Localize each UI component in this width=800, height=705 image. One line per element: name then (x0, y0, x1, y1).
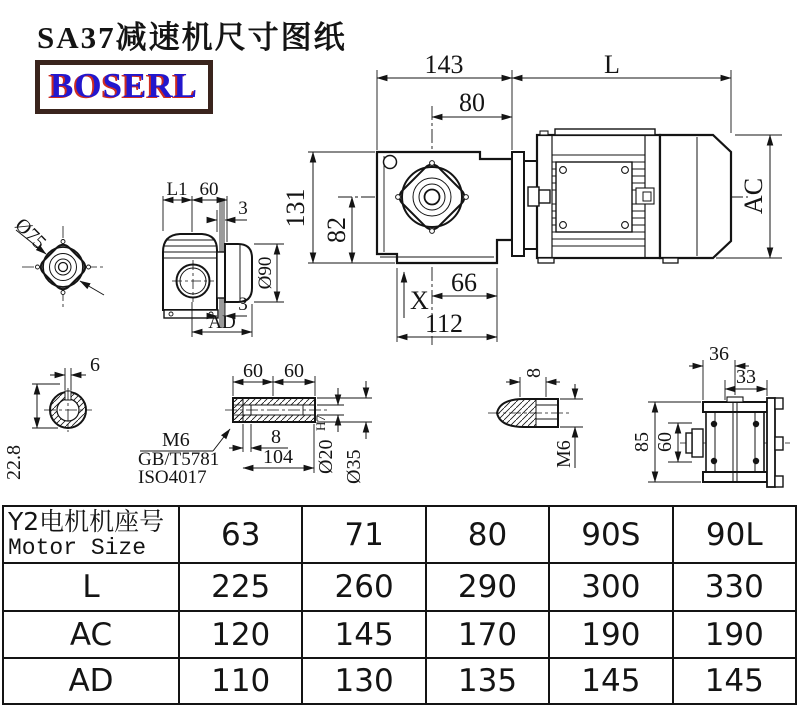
motor-plate (556, 162, 632, 232)
table-cell: 300 (549, 563, 672, 611)
dim-dia90: Ø90 (255, 256, 276, 290)
main-view (308, 70, 782, 345)
table-cell: 225 (179, 563, 302, 611)
dim-AC: AC (739, 177, 768, 215)
row-label: AC (3, 611, 179, 658)
dim-3-bottom: 3 (238, 294, 248, 315)
header-motor-size-cn: Y2电机机座号 (8, 507, 165, 537)
page-title: SA37减速机尺寸图纸 (37, 20, 347, 55)
table-cell: 145 (549, 658, 672, 704)
dim-L: L (604, 50, 620, 79)
table-cell: 190 (673, 611, 796, 658)
header-motor-size (3, 506, 179, 563)
table-cell: 63 (179, 506, 302, 563)
dim-L1: L1 (166, 179, 188, 200)
motor-shaft-nut (528, 187, 539, 206)
label-GB-T5781: GB/T5781 (138, 449, 220, 470)
label-ISO4017: ISO4017 (138, 467, 207, 488)
housing-hole (384, 156, 397, 169)
table-cell: 135 (426, 658, 549, 704)
table-cell: 90S (549, 506, 672, 563)
adapter-flange (512, 152, 524, 256)
dim-85: 85 (631, 432, 653, 452)
dim-3-top: 3 (238, 198, 248, 219)
dim-80: 80 (459, 88, 485, 117)
table-cell: 330 (673, 563, 796, 611)
fan-cowl (660, 135, 731, 258)
table-cell: 120 (179, 611, 302, 658)
dim-60-top: 60 (199, 179, 219, 200)
side-view (648, 360, 790, 487)
table-cell: 170 (426, 611, 549, 658)
dim-dia20: Ø20 (315, 439, 337, 474)
boserl-logo (35, 60, 213, 114)
table-cell: 130 (302, 658, 425, 704)
table-cell: 110 (179, 658, 302, 704)
dim-143: 143 (424, 50, 464, 79)
dim-8-key: 8 (523, 368, 545, 378)
dim-dia35: Ø35 (343, 449, 365, 484)
table-cell: 145 (302, 611, 425, 658)
row-label: L (3, 563, 179, 611)
dim-60-b: 60 (284, 360, 304, 382)
dim-M6-key: M6 (553, 440, 575, 468)
table-cell: 260 (302, 563, 425, 611)
dimension-table (2, 505, 797, 705)
table-cell: 190 (549, 611, 672, 658)
dim-X: X (410, 286, 429, 315)
dim-dia20-tol: H7 (313, 415, 328, 431)
dim-8-shaft: 8 (271, 426, 281, 448)
boserl-logo-text: BOSERL (50, 66, 198, 105)
dim-60-a: 60 (243, 360, 263, 382)
label-M6: M6 (162, 429, 190, 451)
dim-112: 112 (424, 309, 464, 338)
table-cell: 290 (426, 563, 549, 611)
dim-60-side: 60 (654, 432, 676, 452)
dim-131: 131 (281, 188, 310, 228)
bore-section-view (32, 368, 92, 432)
table-header-row (3, 506, 796, 563)
table-row-AC (3, 611, 796, 658)
dim-33: 33 (736, 366, 756, 388)
dim-AD: AD (208, 312, 236, 333)
dim-36: 36 (709, 343, 729, 365)
dim-22-8: 22.8 (3, 445, 25, 480)
table-row-L (3, 563, 796, 611)
header-motor-size-en: Motor Size (8, 534, 147, 561)
table-cell: 90L (673, 506, 796, 563)
table-row-AD (3, 658, 796, 704)
row-label: AD (3, 658, 179, 704)
table-cell: 80 (426, 506, 549, 563)
dim-66: 66 (451, 268, 477, 297)
table-cell: 71 (302, 506, 425, 563)
dim-6: 6 (90, 354, 100, 376)
table-cell: 145 (673, 658, 796, 704)
dim-dia75: Ø75 (10, 213, 51, 254)
dim-104: 104 (263, 446, 293, 468)
dim-82: 82 (322, 217, 351, 243)
